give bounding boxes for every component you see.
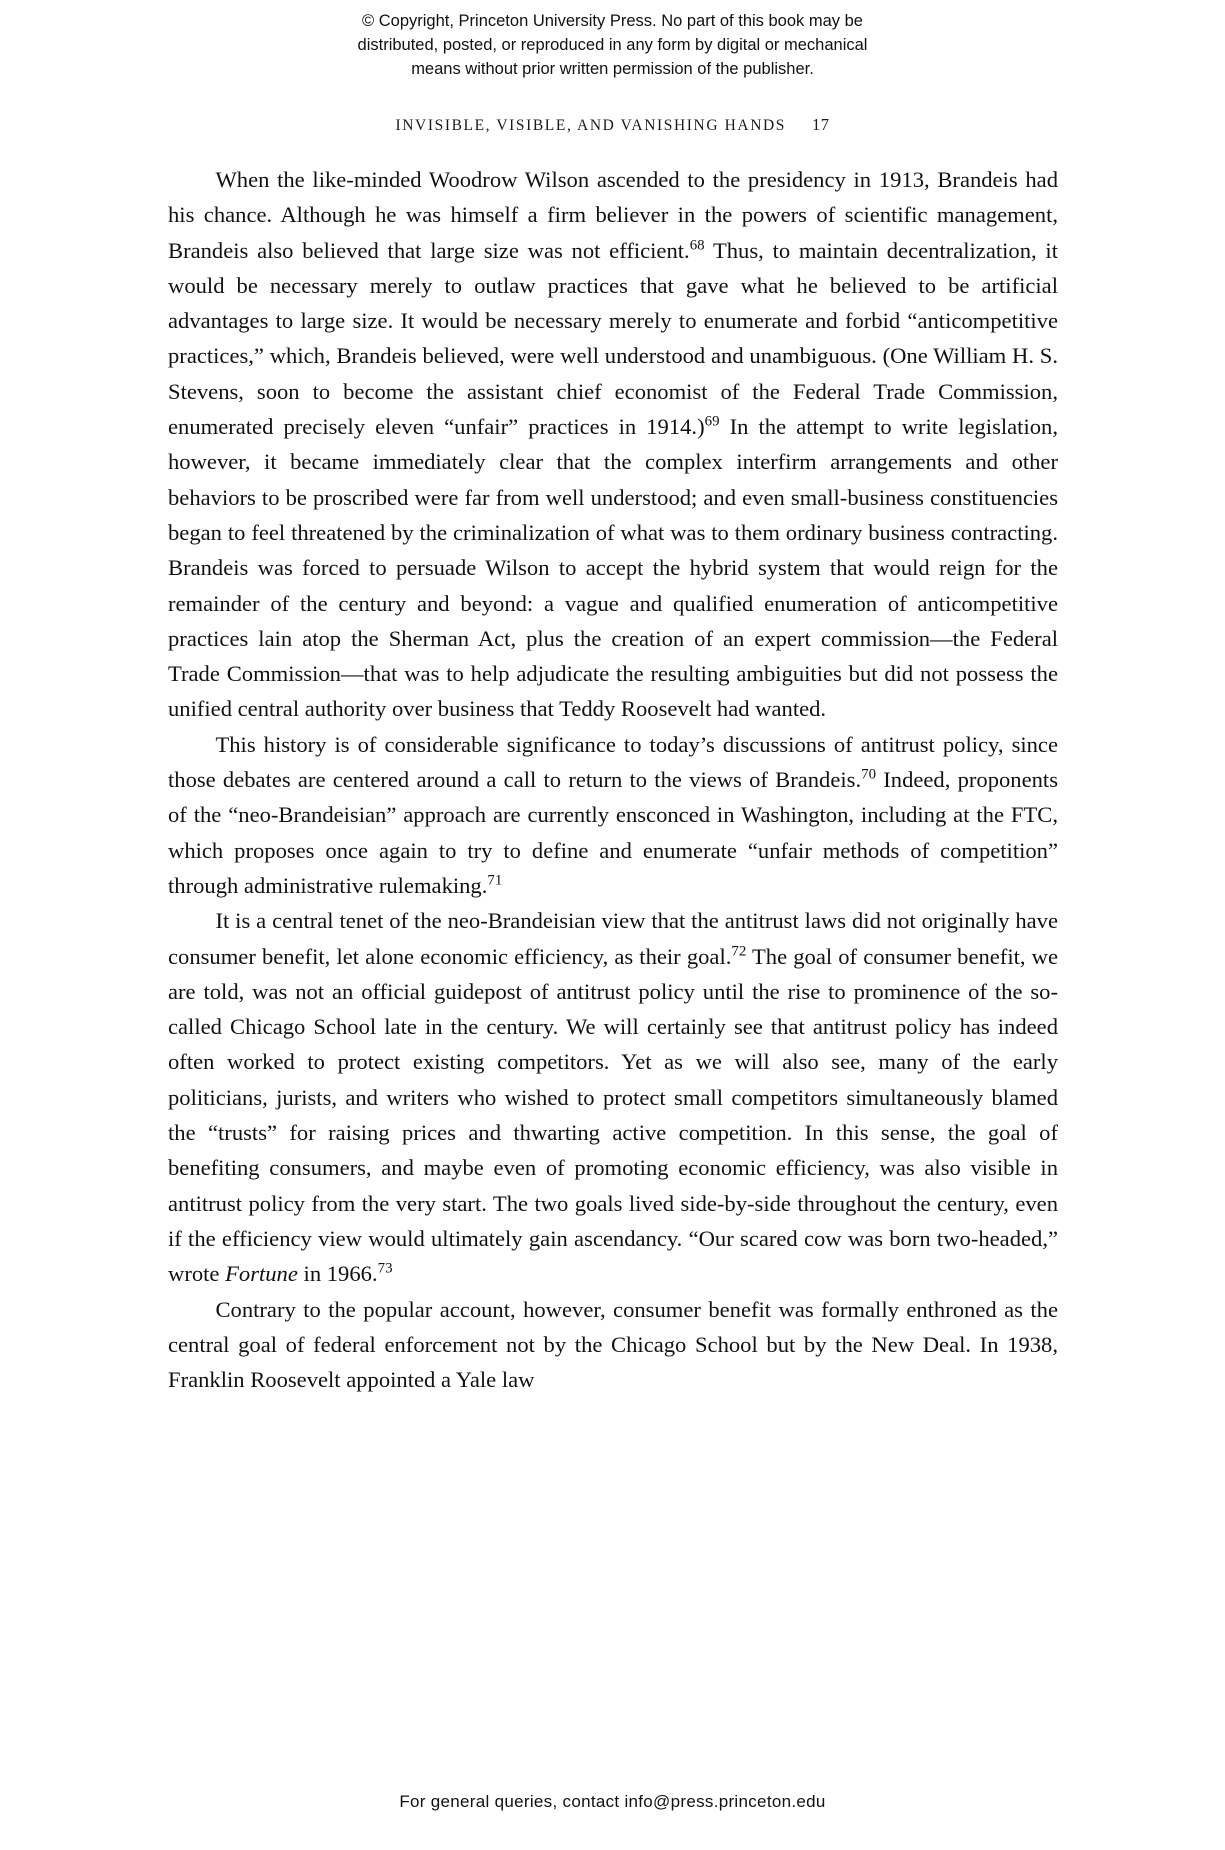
running-head-title: INVISIBLE, VISIBLE, AND VANISHING HANDS xyxy=(395,117,786,134)
paragraph-4-text: Contrary to the popular account, however, consumer benefit was formally enthroned as the central goal of federal enforcement not by the Chicago School but by the New Deal. In 1938, Franklin Roosevelt appointed a Yale law xyxy=(168,1296,1058,1393)
paragraph-2-part-a: This history is of considerable significance to today’s discussions of antitrust policy, since those debates are centered around a call to return to the views of Brandeis. xyxy=(168,731,1058,793)
copyright-line-1: © Copyright, Princeton University Press. No part of this book may be xyxy=(362,12,863,30)
footnote-ref-69: 69 xyxy=(704,413,720,430)
paragraph-1-part-c: In the attempt to write legislation, however, it became immediately clear that the complex interfirm arrangements and other behaviors to be proscribed were far from well understood; and even small-business constituencies began to feel threatened by the criminalization of what was to them ordinary business contracting. Brandeis was forced to persuade Wilson to accept the hybrid system that would reign for the remainder of the century and beyond: a vague and qualified enumeration of anticompetitive practices lain atop the Sherman Act, plus the creation of an expert commission—the Federal Trade Commission—that was to help adjudicate the resulting ambiguities but did not possess the unified central authority over business that Teddy Roosevelt had wanted. xyxy=(168,414,1058,722)
footnote-ref-70: 70 xyxy=(861,766,877,783)
paragraph-2-part-b: Indeed, proponents of the “neo-Brandeisian” approach are currently ensconced in Washington, including at the FTC, which proposes once again to try to define and enumerate “unfair methods of competition” through administrative rulemaking. xyxy=(168,767,1058,898)
copyright-line-2: distributed, posted, or reproduced in any form by digital or mechanical xyxy=(357,35,868,54)
paragraph-3-italic-title: Fortune xyxy=(225,1261,298,1287)
paragraph-1-part-b: Thus, to maintain decentralization, it would be necessary merely to outlaw practices that gave what he believed to be artificial advantages to large size. It would be necessary merely to enumerate and forbid “anticompetitive practices,” which, Brandeis believed, were well understood and unambiguous. (One William H. S. Stevens, soon to become the assistant chief economist of the Federal Trade Commission, enumerated precisely eleven “unfair” practices in 1914.) xyxy=(168,237,1058,440)
footnote-ref-68: 68 xyxy=(689,237,705,254)
body-text xyxy=(168,162,1058,1397)
paragraph-4 xyxy=(168,1292,1058,1398)
page-footer: For general queries, contact info@press.princeton.edu xyxy=(399,1792,826,1811)
footnote-ref-71: 71 xyxy=(487,872,503,889)
paragraph-3-part-b: The goal of consumer benefit, we are told, was not an official guidepost of antitrust policy until the rise to prominence of the so-called Chicago School late in the century. We will certainly see that antitrust policy has indeed often worked to protect existing competitors. Yet as we will also see, many of the early politicians, jurists, and writers who wished to protect small competitors simultaneously blamed the “trusts” for raising prices and thwarting active competition. In this sense, the goal of benefiting consumers, and maybe even of promoting economic efficiency, was also visible in antitrust policy from the very start. The two goals lived side-by-side throughout the century, even if the efficiency view would ultimately gain ascendancy. “Our scared cow was born two-headed,” wrote xyxy=(168,943,1059,1287)
paragraph-3-part-a: It is a central tenet of the neo-Brandeisian view that the antitrust laws did not originally have consumer benefit, let alone economic efficiency, as their goal. xyxy=(168,908,1058,969)
paragraph-3 xyxy=(168,903,1058,1291)
paragraph-3-part-c: in 1966. xyxy=(297,1261,378,1287)
paragraph-1 xyxy=(168,162,1058,727)
copyright-notice xyxy=(0,10,1225,82)
footnote-ref-72: 72 xyxy=(731,943,747,959)
paragraph-2 xyxy=(168,727,1058,903)
copyright-line-3: means without prior written permission of the publisher. xyxy=(411,59,814,78)
running-head xyxy=(0,115,1225,135)
paragraph-1-part-a: When the like-minded Woodrow Wilson ascended to the presidency in 1913, Brandeis had his chance. Although he was himself a firm believer in the powers of scientific management, Brandeis also believed that large size was not efficient. xyxy=(168,167,1058,263)
page-number: 17 xyxy=(812,115,830,134)
footnote-ref-73: 73 xyxy=(377,1260,393,1277)
